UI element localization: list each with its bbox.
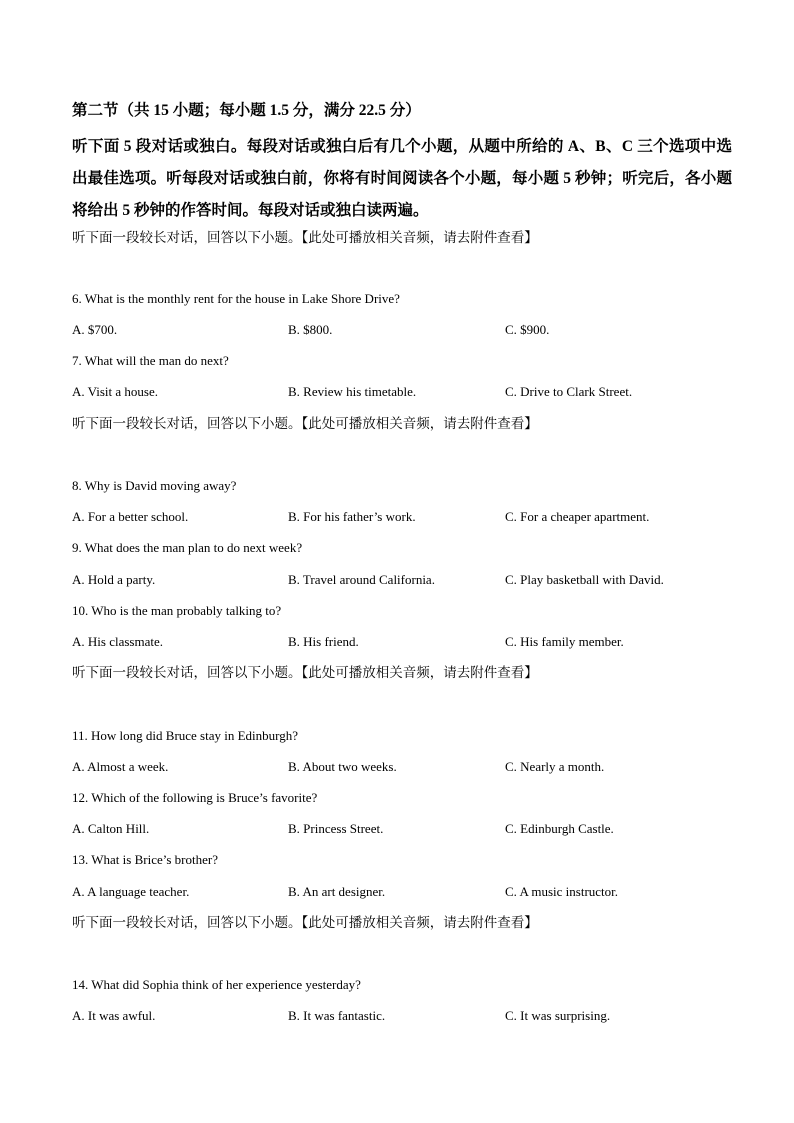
question-6-option-a[interactable]: A. $700. — [72, 322, 118, 337]
question-12-option-b[interactable]: B. Princess Street. — [288, 821, 384, 836]
question-14-options — [72, 1006, 732, 1026]
question-7-stem: 7. What will the man do next? — [72, 353, 229, 368]
question-8-options — [72, 507, 732, 527]
question-9-option-a[interactable]: A. Hold a party. — [72, 572, 156, 587]
question-10-option-a[interactable]: A. His classmate. — [72, 634, 163, 649]
question-11-option-a[interactable]: A. Almost a week. — [72, 759, 169, 774]
question-12-option-c[interactable]: C. Edinburgh Castle. — [505, 821, 614, 836]
question-7-option-c[interactable]: C. Drive to Clark Street. — [505, 384, 633, 399]
audio-note-1: 听下面一段较长对话，回答以下小题。【此处可播放相关音频，请去附件查看】 — [72, 230, 538, 246]
question-12-option-a[interactable]: A. Calton Hill. — [72, 821, 150, 836]
question-6-stem: 6. What is the monthly rent for the house in Lake Shore Drive? — [72, 291, 400, 306]
question-6-option-b[interactable]: B. $800. — [288, 322, 333, 337]
question-11-option-c[interactable]: C. Nearly a month. — [505, 759, 605, 774]
question-10-stem: 10. Who is the man probably talking to? — [72, 603, 282, 618]
question-11-options — [72, 757, 732, 777]
question-11-option-b[interactable]: B. About two weeks. — [288, 759, 397, 774]
question-10-option-b[interactable]: B. His friend. — [288, 634, 359, 649]
question-7-option-b[interactable]: B. Review his timetable. — [288, 384, 417, 399]
question-12-stem: 12. Which of the following is Bruce’s favorite? — [72, 790, 318, 805]
question-13-stem: 13. What is Brice’s brother? — [72, 852, 218, 867]
audio-note-4: 听下面一段较长对话，回答以下小题。【此处可播放相关音频，请去附件查看】 — [72, 915, 538, 931]
question-11-stem: 11. How long did Bruce stay in Edinburgh? — [72, 728, 299, 743]
question-6-options — [72, 320, 732, 340]
question-9-option-c[interactable]: C. Play basketball with David. — [505, 572, 664, 587]
question-8-stem: 8. Why is David moving away? — [72, 478, 237, 493]
question-14-option-a[interactable]: A. It was awful. — [72, 1008, 156, 1023]
question-14-option-b[interactable]: B. It was fantastic. — [288, 1008, 386, 1023]
audio-note-2: 听下面一段较长对话，回答以下小题。【此处可播放相关音频，请去附件查看】 — [72, 416, 538, 432]
question-13-option-b[interactable]: B. An art designer. — [288, 884, 386, 899]
question-14-option-c[interactable]: C. It was surprising. — [505, 1008, 611, 1023]
question-7-options — [72, 382, 732, 402]
section-instructions: 听下面 5 段对话或独白。每段对话或独白后有几个小题，从题中所给的 A、B、C 三个选项中选出最佳选项。听每段对话或独白前，你将有时间阅读各个小题，每小题 5 秒钟；听完后，各小题将给出 5 秒钟的作答时间。每段对话或独白读两遍。 — [72, 138, 732, 219]
question-14-stem: 14. What did Sophia think of her experience yesterday? — [72, 977, 361, 992]
question-9-option-b[interactable]: B. Travel around California. — [288, 572, 435, 587]
question-8-option-a[interactable]: A. For a better school. — [72, 509, 189, 524]
question-10-option-c[interactable]: C. His family member. — [505, 634, 624, 649]
question-10-options — [72, 632, 732, 652]
section-title: 第二节（共 15 小题；每小题 1.5 分，满分 22.5 分） — [72, 102, 421, 119]
question-9-stem: 9. What does the man plan to do next week? — [72, 540, 303, 555]
question-6-option-c[interactable]: C. $900. — [505, 322, 550, 337]
question-9-options — [72, 570, 732, 590]
question-12-options — [72, 819, 732, 839]
question-7-option-a[interactable]: A. Visit a house. — [72, 384, 159, 399]
question-8-option-b[interactable]: B. For his father’s work. — [288, 509, 416, 524]
question-8-option-c[interactable]: C. For a cheaper apartment. — [505, 509, 650, 524]
question-13-option-c[interactable]: C. A music instructor. — [505, 884, 619, 899]
audio-note-3: 听下面一段较长对话，回答以下小题。【此处可播放相关音频，请去附件查看】 — [72, 665, 538, 681]
question-13-options — [72, 882, 732, 902]
question-13-option-a[interactable]: A. A language teacher. — [72, 884, 190, 899]
